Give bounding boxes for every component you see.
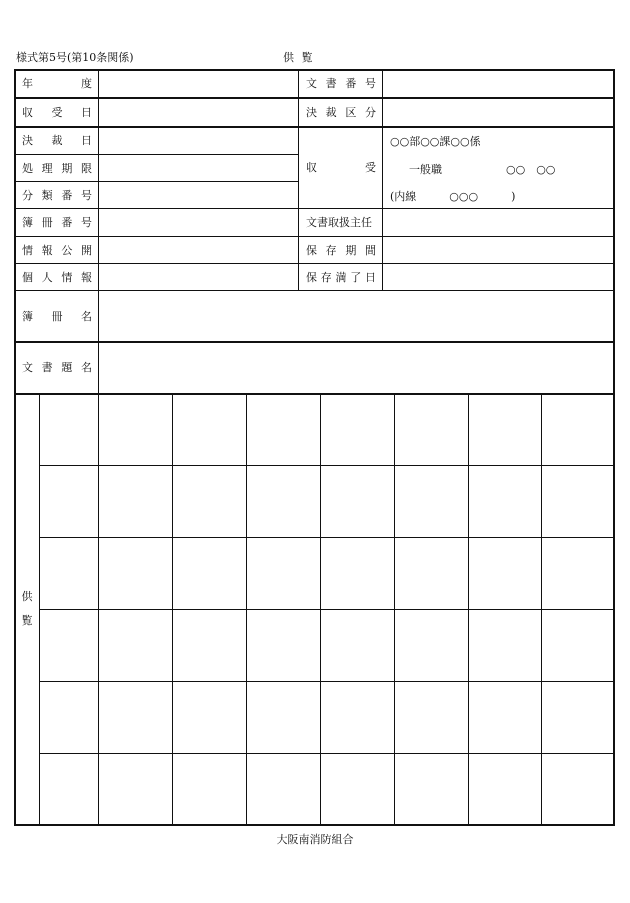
circulation-stamp-cell[interactable]: [321, 754, 393, 825]
right-field-label-2: [306, 97, 376, 126]
label-char: 番: [61, 216, 73, 229]
circulation-stamp-cell[interactable]: [395, 610, 467, 680]
label-char: 限: [80, 161, 92, 175]
circulation-stamp-cell[interactable]: [469, 610, 540, 680]
field-value-3[interactable]: [99, 127, 298, 153]
label-char: 書: [325, 77, 337, 90]
label-char: 保: [306, 270, 317, 284]
circulation-stamp-cell[interactable]: [40, 682, 97, 752]
circulation-stamp-cell[interactable]: [173, 394, 245, 464]
label-char: 決: [306, 105, 317, 119]
circulation-stamp-cell[interactable]: [321, 394, 393, 464]
label-char: 区: [345, 105, 357, 119]
label-char: 覧: [21, 614, 33, 627]
label-char: 分: [22, 188, 33, 202]
label-char: 番: [61, 188, 73, 202]
field-label-5: [22, 181, 92, 208]
circulation-stamp-cell[interactable]: [395, 466, 467, 536]
field-label-6: [22, 208, 92, 236]
receiver-position: 一般職: [409, 163, 442, 176]
label-char: 年: [22, 77, 33, 90]
right-field-value-5[interactable]: [383, 237, 615, 262]
field-label-8: [22, 263, 92, 290]
label-char: 収: [22, 105, 33, 119]
circulation-stamp-cell[interactable]: [321, 466, 393, 536]
circulation-stamp-cell[interactable]: [99, 610, 171, 680]
label-char: 度: [81, 77, 92, 90]
circulation-stamp-cell[interactable]: [99, 466, 171, 536]
right-field-value-2[interactable]: [383, 98, 615, 125]
right-field-label-6: [306, 263, 376, 290]
circulation-stamp-cell[interactable]: [247, 610, 319, 680]
label-char: 文: [22, 361, 33, 374]
field-value-6[interactable]: [99, 209, 298, 235]
circulation-stamp-cell[interactable]: [542, 754, 614, 825]
label-char: 了: [350, 270, 362, 284]
label-char: 簿: [22, 216, 33, 229]
label-char: 冊: [41, 216, 53, 229]
circulation-stamp-cell[interactable]: [40, 538, 97, 608]
label-char: 裁: [325, 105, 337, 119]
field-label-4: [22, 154, 92, 181]
circulation-stamp-cell[interactable]: [321, 538, 393, 608]
circulation-stamp-cell[interactable]: [469, 754, 540, 825]
right-field-label-1: [306, 69, 376, 97]
field-label-7: [22, 236, 92, 263]
label-char: 文書取扱主任: [306, 216, 372, 229]
circulation-stamp-cell[interactable]: [173, 682, 245, 752]
label-char: 供: [21, 590, 33, 603]
right-field-label-5: [306, 236, 376, 263]
circulation-stamp-cell[interactable]: [395, 394, 467, 464]
receiver-extension: (内線 ○○○ ): [390, 190, 516, 203]
label-char: 類: [41, 188, 53, 202]
label-char: 存: [325, 243, 337, 257]
label-char: 収: [306, 161, 317, 174]
field-value-9[interactable]: [99, 291, 615, 340]
field-value-7[interactable]: [99, 237, 298, 262]
label-char: 名: [80, 361, 92, 374]
circulation-stamp-cell[interactable]: [247, 466, 319, 536]
circulation-stamp-cell[interactable]: [469, 394, 540, 464]
circulation-stamp-cell[interactable]: [40, 466, 97, 536]
label-char: 冊: [51, 309, 63, 323]
label-char: 理: [41, 161, 53, 175]
circulation-stamp-cell[interactable]: [247, 682, 319, 752]
circulation-stamp-cell[interactable]: [99, 538, 171, 608]
circulation-stamp-cell[interactable]: [247, 538, 319, 608]
label-char: 日: [81, 134, 92, 147]
right-field-value-6[interactable]: [383, 264, 615, 289]
circulation-stamp-cell[interactable]: [247, 394, 319, 464]
label-char: 題: [61, 361, 73, 374]
right-label-divider: [298, 69, 299, 290]
label-char: 日: [81, 105, 92, 119]
circulation-stamp-cell[interactable]: [99, 394, 171, 464]
right-field-label-4: [306, 208, 376, 236]
circulation-stamp-cell[interactable]: [247, 754, 319, 825]
circulation-stamp-cell[interactable]: [395, 538, 467, 608]
form-number: 様式第5号(第10条関係): [16, 51, 134, 64]
circulation-stamp-cell[interactable]: [173, 466, 245, 536]
circulation-stamp-cell[interactable]: [99, 754, 171, 825]
circulation-stamp-cell[interactable]: [173, 538, 245, 608]
circulation-stamp-cell[interactable]: [542, 538, 614, 608]
label-char: 間: [364, 243, 376, 257]
label-char: 受: [51, 105, 63, 119]
label-char: 号: [80, 188, 92, 202]
field-value-1[interactable]: [99, 70, 298, 96]
circulation-stamp-cell[interactable]: [469, 538, 540, 608]
receiver-name: ○○ ○○: [506, 163, 556, 176]
label-char: 名: [81, 309, 92, 323]
circulation-stamp-cell[interactable]: [395, 682, 467, 752]
label-char: 処: [22, 161, 33, 175]
circulation-stamp-cell[interactable]: [321, 610, 393, 680]
field-label-10: [22, 341, 92, 393]
field-value-5[interactable]: [99, 182, 298, 207]
circulation-stamp-cell[interactable]: [321, 682, 393, 752]
circulation-stamp-cell[interactable]: [395, 754, 467, 825]
circulation-stamp-cell[interactable]: [542, 610, 614, 680]
field-label-2: [22, 97, 92, 126]
organization-footer: 大阪南消防組合: [276, 833, 354, 846]
receiver-department: ○○部○○課○○係: [390, 135, 481, 148]
circulation-stamp-cell[interactable]: [469, 682, 540, 752]
label-char: 報: [41, 243, 53, 257]
circulation-stamp-cell[interactable]: [542, 682, 614, 752]
circulation-stamp-cell[interactable]: [99, 682, 171, 752]
right-field-value-4[interactable]: [383, 209, 615, 235]
label-char: 開: [80, 243, 92, 257]
field-value-10[interactable]: [99, 342, 615, 392]
field-value-8[interactable]: [99, 264, 298, 289]
label-char: 情: [22, 243, 33, 257]
circulation-stamp-cell[interactable]: [40, 610, 97, 680]
label-char: 文: [306, 77, 317, 90]
label-char: 番: [345, 77, 357, 90]
label-char: 裁: [51, 134, 63, 147]
label-char: 受: [365, 161, 376, 174]
label-char: 簿: [22, 309, 33, 323]
label-char: 公: [61, 243, 73, 257]
label-char: 個: [22, 270, 33, 284]
label-char: 号: [80, 216, 92, 229]
label-char: 満: [335, 270, 347, 284]
label-char: 人: [41, 270, 53, 284]
label-char: 分: [364, 105, 376, 119]
label-char: 情: [61, 270, 73, 284]
field-value-2[interactable]: [99, 98, 298, 125]
circulation-stamp-cell[interactable]: [40, 754, 97, 825]
label-char: 期: [345, 243, 357, 257]
label-char: 報: [80, 270, 92, 284]
circulation-stamp-cell[interactable]: [173, 754, 245, 825]
label-char: 書: [41, 361, 53, 374]
right-field-value-1[interactable]: [383, 70, 615, 96]
label-char: 期: [61, 161, 73, 175]
label-char: 号: [364, 77, 376, 90]
label-char: 存: [320, 270, 332, 284]
circulation-stamp-cell[interactable]: [469, 466, 540, 536]
field-value-4[interactable]: [99, 155, 298, 180]
circulation-label: [20, 585, 34, 633]
circulation-stamp-cell[interactable]: [542, 394, 614, 464]
field-label-1: [22, 69, 92, 97]
document-title: 供 覧: [283, 51, 315, 64]
label-char: 保: [306, 243, 317, 257]
label-char: 日: [365, 270, 376, 284]
label-char: 決: [22, 134, 33, 147]
field-label-3: [22, 126, 92, 154]
circulation-stamp-cell[interactable]: [173, 610, 245, 680]
circulation-stamp-cell[interactable]: [542, 466, 614, 536]
right-field-label-3: [306, 126, 376, 208]
field-label-9: [22, 290, 92, 341]
circulation-stamp-cell[interactable]: [40, 394, 97, 464]
